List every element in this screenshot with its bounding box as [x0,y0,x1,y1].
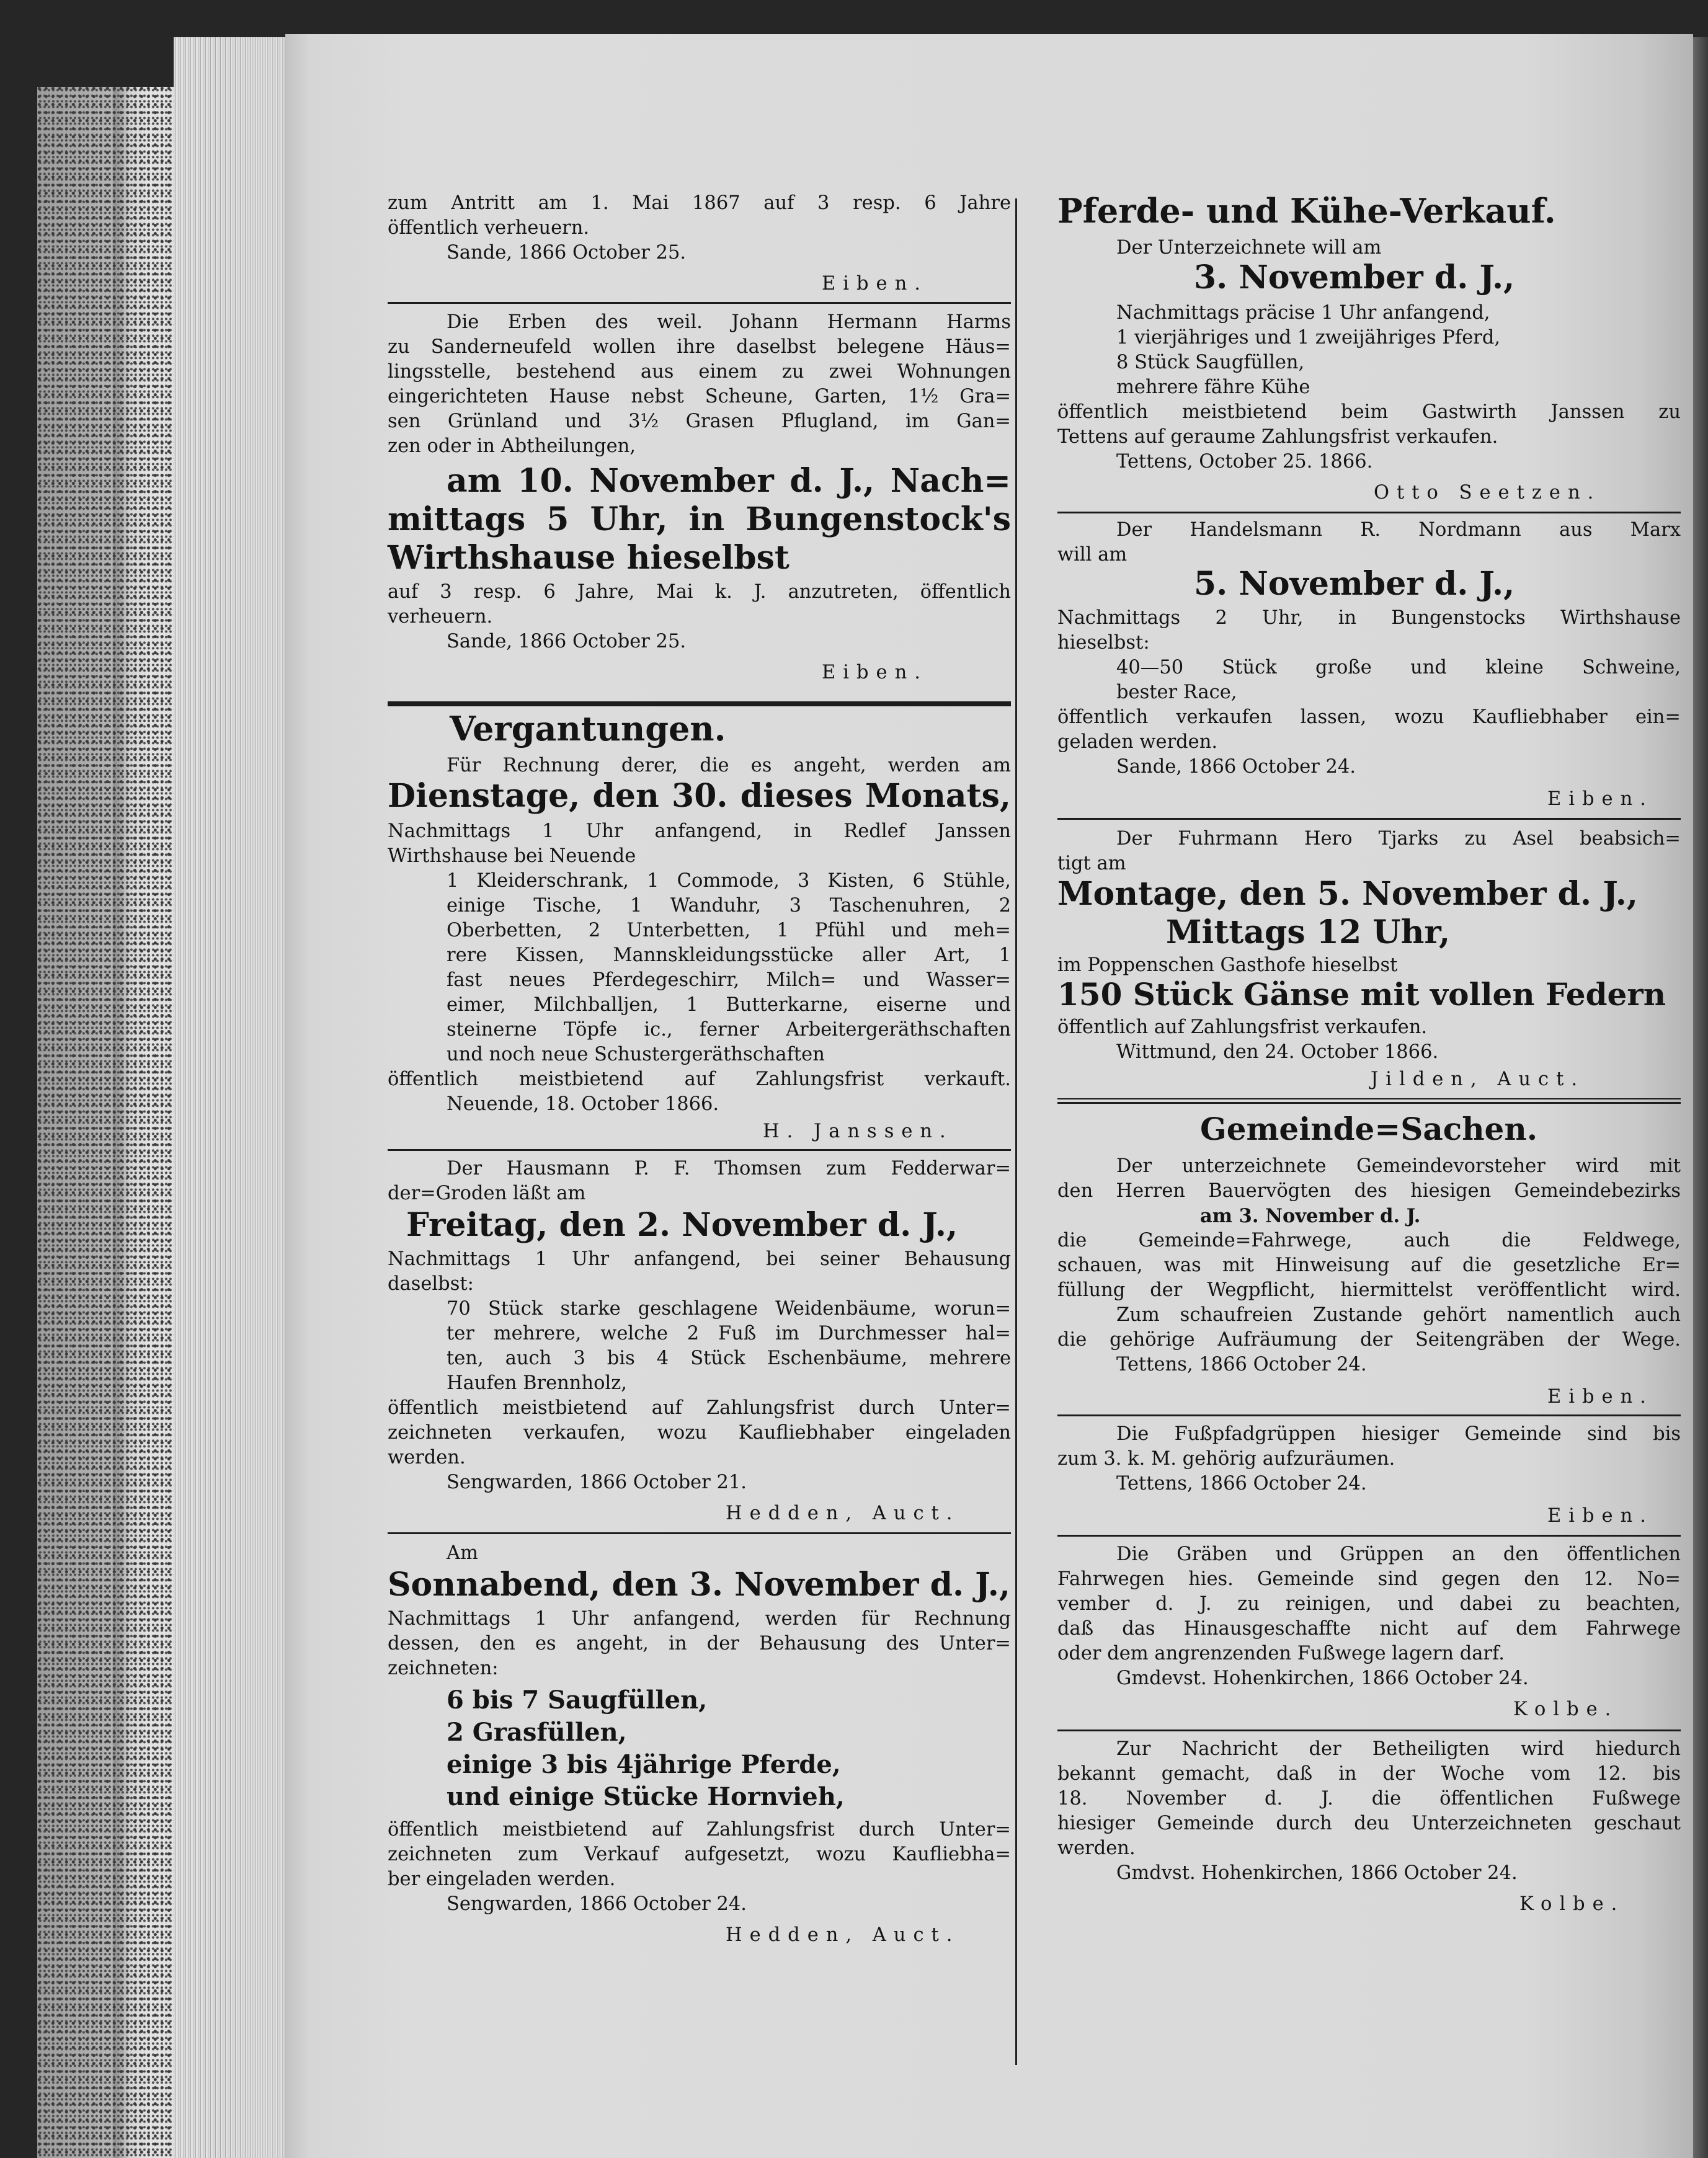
display-line: Wirthshause hieselbst [388,539,790,577]
text-line: einige Tische, 1 Wanduhr, 3 Taschenuhren, 2 [447,895,1011,917]
text-line: Nachmittags präcise 1 Uhr anfangend, [1116,302,1490,324]
divider [388,1149,1011,1151]
dateline: Tettens, October 25. 1866. [1116,451,1373,473]
dateline: Sande, 1866 October 25. [447,631,687,652]
text-line: auf 3 resp. 6 Jahre, Mai k. J. anzutreten, öffentlich [388,581,1011,603]
text-line: Der Fuhrmann Hero Tjarks zu Asel beabsich= [1116,828,1681,850]
text-line: öffentlich auf Zahlungsfrist verkaufen. [1057,1016,1428,1038]
text-line: hiesiger Gemeinde durch deu Unterzeichneten geschaut [1057,1813,1681,1834]
text-line: zeichneten verkaufen, wozu Kaufliebhaber eingeladen [388,1422,1011,1444]
divider [388,1532,1011,1534]
text-line: fast neues Pferdegeschirr, Milch= und Wasser= [447,969,1011,991]
text-line: Der Unterzeichnete will am [1116,237,1382,259]
text-line: Die Erben des weil. Johann Hermann Harms [447,311,1011,333]
text-line: 8 Stück Saugfüllen, [1116,352,1305,373]
text-line: Der unterzeichnete Gemeindevorsteher wird mit [1116,1155,1681,1177]
text-line: Nachmittags 1 Uhr anfangend, werden für Rechnung [388,1608,1011,1630]
text-line: verheuern. [388,606,493,628]
text-line: die gehörige Aufräumung der Seitengräben der Wege. [1057,1329,1681,1351]
text-line: öffentlich verkaufen lassen, wozu Kaufliebhaber ein= [1057,706,1681,728]
display-line: 2 Grasfüllen, [447,1718,627,1747]
text-line: der=Groden läßt am [388,1183,586,1204]
text-line: die Gemeinde=Fahrwege, auch die Feldwege, [1057,1230,1681,1251]
signature: Otto Seetzen. [1374,482,1601,504]
text-line: werden. [388,1447,466,1468]
dateline: Sengwarden, 1866 October 21. [447,1472,747,1493]
text-line: Nachmittags 2 Uhr, in Bungenstocks Wirthshause [1057,607,1681,629]
text-line: daselbst: [388,1273,474,1295]
text-line: daß das Hinausgeschaffte nicht auf dem Fahrwege [1057,1618,1681,1640]
text-line: zeichneten zum Verkauf aufgesetzt, wozu Kaufliebha= [388,1844,1011,1865]
text-line: den Herren Bauervögten des hiesigen Gemeindebezirks [1057,1180,1681,1202]
text-line: oder dem angrenzenden Fußwege lagern darf. [1057,1643,1505,1664]
section-heading: Gemeinde=Sachen. [1200,1111,1538,1147]
display-line: mittags 5 Uhr, in Bungenstock's [388,500,1011,538]
text-line: will am [1057,544,1128,566]
text-line: Fahrwegen hies. Gemeinde sind gegen den 12. No= [1057,1568,1681,1590]
display-line: Freitag, den 2. November d. J., [406,1206,958,1244]
dateline: Gmdvst. Hohenkirchen, 1866 October 24. [1116,1862,1518,1884]
text-line: 70 Stück starke geschlagene Weidenbäume, worun= [447,1298,1011,1320]
signature: Eiben. [822,662,928,683]
text-line: Für Rechnung derer, die es angeht, werden am [447,755,1011,776]
text-line: bekannt gemacht, daß in der Woche vom 12. bis [1057,1763,1681,1785]
signature: Eiben. [1547,1505,1653,1527]
divider [1057,818,1681,820]
text-line: ter mehrere, welche 2 Fuß im Durchmesser hal= [447,1323,1011,1344]
newspaper-page [285,34,1693,2158]
text-line: bester Race, [1116,682,1237,703]
text-line: Zum schaufreien Zustande gehört namentlich auch [1116,1304,1681,1326]
text-line: öffentlich meistbietend beim Gastwirth Janssen zu [1057,401,1681,423]
divider [1057,1414,1681,1416]
text-line: eingerichteten Hause nebst Scheune, Garten, 1½ Gra= [388,386,1011,407]
text-line: öffentlich meistbietend auf Zahlungsfrist verkauft. [388,1068,1011,1090]
display-line: 3. November d. J., [1194,259,1515,296]
text-line: ber eingeladen werden. [388,1868,616,1890]
text-line: Die Fußpfadgrüppen hiesiger Gemeinde sind bis [1116,1423,1681,1445]
text-line: 1 vierjähriges und 1 zweijähriges Pferd, [1116,327,1501,349]
display-line: Mittags 12 Uhr, [1166,913,1451,951]
text-line: hieselbst: [1057,632,1150,654]
divider [1057,1730,1681,1731]
text-line: geladen werden. [1057,731,1218,753]
text-line: vember d. J. zu reinigen, und dabei zu beachten, [1057,1593,1681,1615]
signature: Kolbe. [1513,1698,1619,1720]
text-line: zeichneten: [388,1658,499,1679]
text-line: Nachmittags 1 Uhr anfangend, in Redlef Janssen [388,820,1011,842]
text-line: schauen, was mit Hinweisung auf die gesetzliche Er= [1057,1254,1681,1276]
text-line: im Poppenschen Gasthofe hieselbst [1057,954,1398,976]
display-line: 6 bis 7 Saugfüllen, [447,1685,708,1715]
text-line: Tettens auf geraume Zahlungsfrist verkaufen. [1057,426,1498,448]
text-line: Wirthshause bei Neuende [388,845,636,867]
display-line: Sonnabend, den 3. November d. J., [388,1566,1010,1604]
section-divider [388,701,1011,706]
text-line: füllung der Wegpflicht, hiermittelst veröffentlicht wird. [1057,1279,1681,1301]
text-line: Am [447,1542,478,1564]
signature: H. Janssen. [763,1121,953,1142]
text-line: zum 3. k. M. gehörig aufzuräumen. [1057,1448,1395,1470]
text-line: Haufen Brennholz, [447,1372,627,1394]
display-line: Montage, den 5. November d. J., [1057,875,1638,913]
text-line: Nachmittags 1 Uhr anfangend, bei seiner Behausung [388,1248,1011,1270]
text-line: öffentlich verheuern. [388,217,590,239]
section-divider [1057,1098,1681,1104]
text-line: öffentlich meistbietend auf Zahlungsfrist durch Unter= [388,1397,1011,1419]
text-line: am 3. November d. J. [1200,1205,1421,1227]
text-line: zu Sanderneufeld wollen ihre daselbst belegene Häus= [388,336,1011,358]
text-line: 40—50 Stück große und kleine Schweine, [1116,657,1681,678]
signature: Jilden, Auct. [1371,1068,1585,1090]
text-line: 18. November d. J. die öffentlichen Fußwege [1057,1788,1681,1809]
text-line: zum Antritt am 1. Mai 1867 auf 3 resp. 6 Jahre [388,192,1011,214]
text-line: zen oder in Abtheilungen, [388,435,636,457]
dateline: Wittmund, den 24. October 1866. [1116,1041,1439,1063]
text-line: öffentlich meistbietend auf Zahlungsfrist durch Unter= [388,1819,1011,1841]
text-line: rere Kissen, Mannskleidungsstücke aller Art, 1 [447,944,1011,966]
divider [1057,1535,1681,1537]
text-line: mehrere fähre Kühe [1116,376,1310,398]
text-line: und noch neue Schustergeräthschaften [447,1044,825,1065]
text-line: lingsstelle, bestehend aus einem zu zwei Wohnungen [388,361,1011,383]
section-heading: Pferde- und Kühe-Verkauf. [1057,191,1556,231]
text-line: Die Gräben und Grüppen an den öffentlichen [1116,1543,1681,1565]
display-line: und einige Stücke Hornvieh, [447,1782,845,1811]
text-line: sen Grünland und 3½ Grasen Pflugland, im Gan= [388,411,1011,432]
signature: Hedden, Auct. [726,1503,960,1524]
display-line: Dienstage, den 30. dieses Monats, [388,777,1011,815]
dateline: Gmdevst. Hohenkirchen, 1866 October 24. [1116,1667,1529,1689]
dateline: Sande, 1866 October 24. [1116,756,1356,778]
signature: Kolbe. [1519,1893,1625,1915]
text-line: dessen, den es angeht, in der Behausung des Unter= [388,1633,1011,1654]
divider [1057,512,1681,513]
signature: Eiben. [1547,788,1653,810]
dateline: Tettens, 1866 October 24. [1116,1473,1367,1494]
signature: Eiben. [822,273,928,295]
text-line: Der Handelsmann R. Nordmann aus Marx [1116,519,1681,541]
display-line: am 10. November d. J., Nach= [447,462,1011,500]
signature: Hedden, Auct. [726,1924,960,1946]
column-divider [1015,198,1017,2065]
dateline: Sande, 1866 October 25. [447,242,687,264]
signature: Eiben. [1547,1386,1653,1408]
display-line: einige 3 bis 4jährige Pferde, [447,1750,841,1779]
text-line: Der Hausmann P. F. Thomsen zum Fedderwar= [447,1158,1011,1179]
text-line: ten, auch 3 bis 4 Stück Eschenbäume, mehrere [447,1348,1011,1369]
text-line: eimer, Milchballjen, 1 Butterkarne, eiserne und [447,994,1011,1016]
text-line: Oberbetten, 2 Unterbetten, 1 Pfühl und meh= [447,920,1011,941]
text-line: Zur Nachricht der Betheiligten wird hiedurch [1116,1738,1681,1760]
text-line: tigt am [1057,853,1126,874]
page-edges [174,37,304,2158]
dateline: Neuende, 18. October 1866. [447,1093,719,1115]
dateline: Sengwarden, 1866 October 24. [447,1893,747,1915]
dateline: Tettens, 1866 October 24. [1116,1354,1367,1375]
divider [388,302,1011,304]
display-line: 150 Stück Gänse mit vollen Federn [1057,976,1666,1013]
text-line: 1 Kleiderschrank, 1 Commode, 3 Kisten, 6 Stühle, [447,870,1011,892]
section-heading: Vergantungen. [450,709,726,748]
text-line: steinerne Töpfe ic., ferner Arbeitergeräthschaften [447,1019,1011,1041]
text-line: werden. [1057,1837,1136,1859]
display-line: 5. November d. J., [1194,565,1515,603]
